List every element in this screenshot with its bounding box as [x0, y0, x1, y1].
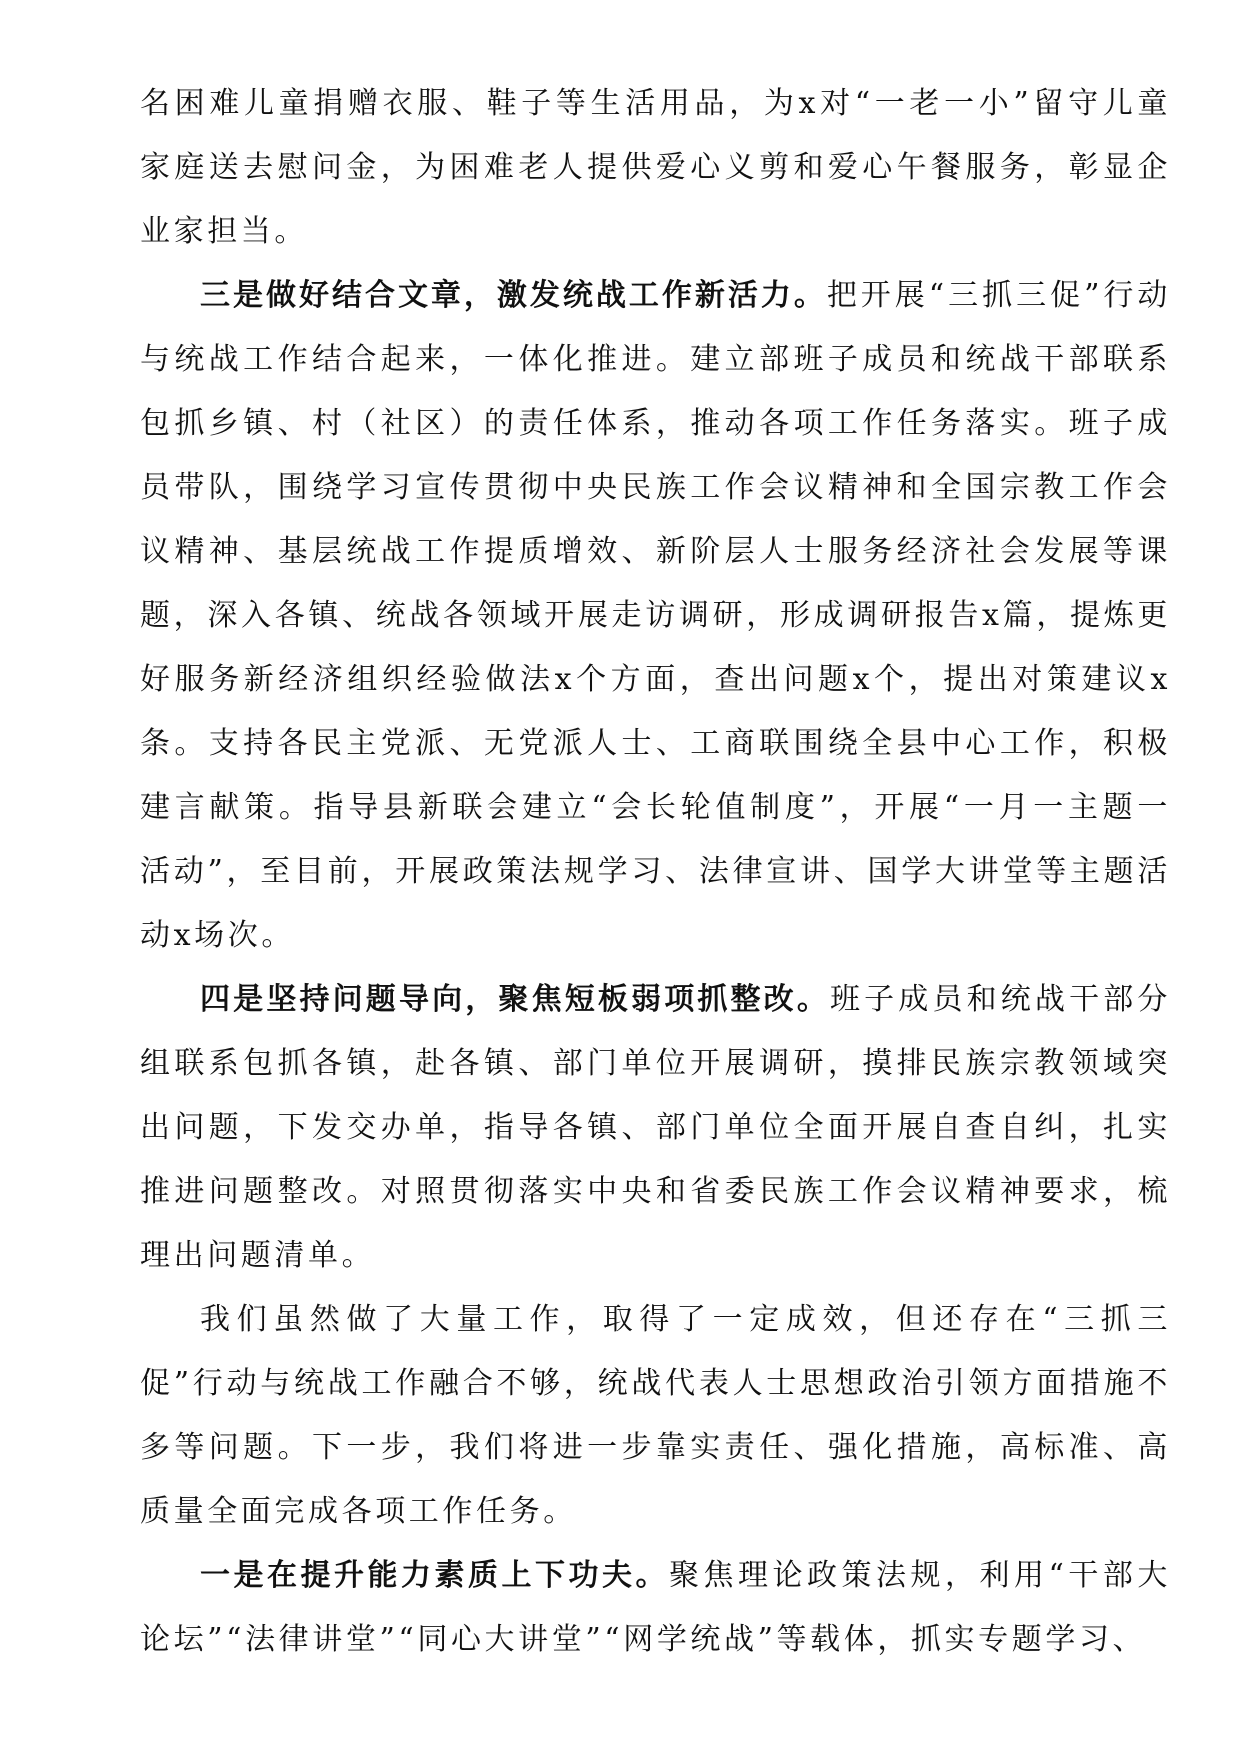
- paragraph-heading: 三是做好结合文章，激发统战工作新活力。: [200, 278, 827, 313]
- paragraph-text: 把开展“三抓三促”行动与统战工作结合起来，一体化推进。建立部班子成员和统战干部联系包抓乡镇、村（社区）的责任体系，推动各项工作任务落实。班子成员带队，围绕学习宣传贯彻中央民族工作会议精神和全国宗教工作会议精神、基层统战工作提质增效、新阶层人士服务经济社会发展等课题，深入各镇、统战各领域开展走访调研，形成调研报告x篇，提炼更好服务新经济组织经验做法x个方面，查出问题x个，提出对策建议x条。支持各民主党派、无党派人士、工商联围绕全县中心工作，积极建言献策。指导县新联会建立“会长轮值制度”，开展“一月一主题一活动”，至目前，开展政策法规学习、法律宣讲、国学大讲堂等主题活动x场次。: [140, 278, 1171, 953]
- paragraph-point-four: [140, 968, 1171, 1288]
- paragraph-text: 班子成员和统战干部分组联系包抓各镇，赴各镇、部门单位开展调研，摸排民族宗教领域突出问题，下发交办单，指导各镇、部门单位全面开展自查自纠，扎实推进问题整改。对照贯彻落实中央和省委民族工作会议精神要求，梳理出问题清单。: [140, 982, 1171, 1273]
- paragraph-heading: 一是在提升能力素质上下功夫。: [200, 1558, 670, 1593]
- paragraph-heading: 四是坚持问题导向，聚焦短板弱项抓整改。: [200, 982, 830, 1017]
- paragraph-summary: [140, 1288, 1171, 1544]
- document-page: [140, 72, 1171, 1672]
- paragraph-text: 名困难儿童捐赠衣服、鞋子等生活用品，为x对“一老一小”留守儿童家庭送去慰问金，为困难老人提供爱心义剪和爱心午餐服务，彰显企业家担当。: [140, 86, 1171, 249]
- paragraph-point-three: [140, 264, 1171, 968]
- paragraph-continuation: [140, 72, 1171, 264]
- paragraph-text: 我们虽然做了大量工作，取得了一定成效，但还存在“三抓三促”行动与统战工作融合不够，统战代表人士思想政治引领方面措施不多等问题。下一步，我们将进一步靠实责任、强化措施，高标准、高质量全面完成各项工作任务。: [140, 1302, 1171, 1529]
- paragraph-next-point-one: [140, 1544, 1171, 1672]
- paragraph-text: 聚焦理论政策法规，利用“干部大论坛”“法律讲堂”“同心大讲堂”“网学统战”等载体，抓实专题学习、: [140, 1558, 1171, 1657]
